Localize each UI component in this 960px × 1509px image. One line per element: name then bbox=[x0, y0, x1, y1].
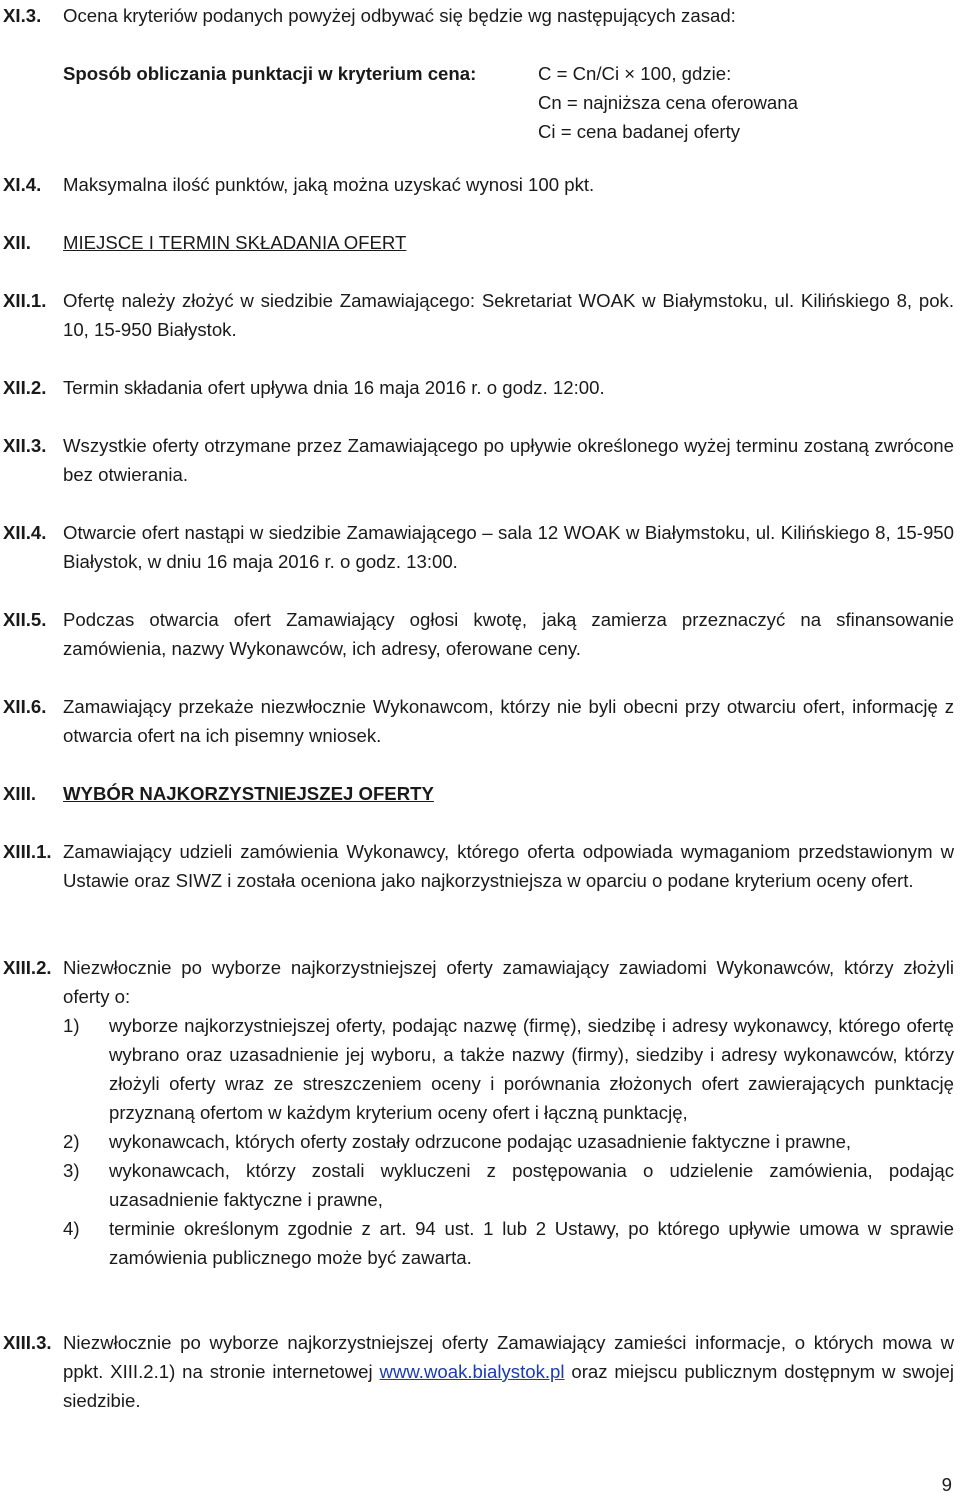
website-link[interactable]: www.woak.bialystok.pl bbox=[379, 1361, 565, 1382]
section-number: XII. bbox=[3, 232, 31, 253]
section-text: Otwarcie ofert nastąpi w siedzibie Zamawiającego – sala 12 WOAK w Białymstoku, ul. Kilińskiego 8, 15-950 Białystok, w dniu 16 maja 2016 r. o godz. 13:00. bbox=[63, 522, 954, 572]
section-xii bbox=[3, 228, 954, 257]
section-xii-6 bbox=[3, 692, 954, 750]
section-number: XIII.1. bbox=[3, 841, 52, 862]
section-text: Zamawiający przekaże niezwłocznie Wykonawcom, którzy nie byli obecni przy otwarciu ofert, informację z otwarcia ofert na ich pisemny wniosek. bbox=[63, 696, 954, 746]
section-text: Zamawiający udzieli zamówienia Wykonawcy, którego oferta odpowiada wymaganiom przedstawionym w Ustawie oraz SIWZ i została oceniona jako najkorzystniejsza w oparciu o podane kryterium oceny ofert. bbox=[63, 841, 954, 891]
notification-list bbox=[63, 1011, 954, 1272]
section-number: XII.6. bbox=[3, 696, 47, 717]
price-formula bbox=[3, 59, 954, 146]
section-number: XI.3. bbox=[3, 5, 42, 26]
formula-main: C = Cn/Ci × 100, gdzie: bbox=[538, 63, 732, 84]
list-item-number: 4) bbox=[63, 1218, 80, 1239]
section-number: XI.4. bbox=[3, 174, 42, 195]
section-text bbox=[63, 1328, 954, 1415]
section-number: XII.4. bbox=[3, 522, 47, 543]
formula-ci: Ci = cena badanej oferty bbox=[538, 121, 741, 142]
list-item-text: wyborze najkorzystniejszej oferty, podając nazwę (firmę), siedzibę i adresy wykonawcy, którego ofertę wybrano oraz uzasadnienie jej wyboru, a także nazwy (firmy), siedziby i adresy wykonawców, którzy złożyli oferty wraz ze streszczeniem oceny i porównania złożonych ofert zawierających punktację przyznaną ofertom w każdym kryterium oceny ofert i łączną punktację, bbox=[109, 1015, 954, 1123]
section-text: Ocena kryteriów podanych powyżej odbywać się będzie wg następujących zasad: bbox=[63, 5, 736, 26]
page-number: 9 bbox=[941, 1474, 952, 1495]
list-item-text: wykonawcach, którzy zostali wykluczeni z postępowania o udzielenie zamówienia, podając uzasadnienie faktyczne i prawne, bbox=[109, 1160, 954, 1210]
section-number: XIII.3. bbox=[3, 1332, 52, 1353]
section-xii-5 bbox=[3, 605, 954, 663]
list-item-number: 2) bbox=[63, 1131, 80, 1152]
section-text: Wszystkie oferty otrzymane przez Zamawiającego po upływie określonego wyżej terminu zostaną zwrócone bez otwierania. bbox=[63, 435, 954, 485]
list-item-text: wykonawcach, których oferty zostały odrzucone podając uzasadnienie faktyczne i prawne, bbox=[109, 1131, 852, 1152]
section-xiii-3 bbox=[3, 1328, 954, 1415]
section-xii-2 bbox=[3, 373, 954, 402]
section-xiii bbox=[3, 779, 954, 808]
section-number: XIII. bbox=[3, 783, 37, 804]
section-text: Podczas otwarcia ofert Zamawiający ogłosi kwotę, jaką zamierza przeznaczyć na sfinansowanie zamówienia, nazwy Wykonawców, ich adresy, oferowane ceny. bbox=[63, 609, 954, 659]
list-item bbox=[63, 1127, 954, 1156]
list-item bbox=[63, 1011, 954, 1127]
formula-label: Sposób obliczania punktacji w kryterium cena: bbox=[63, 63, 477, 84]
section-number: XII.5. bbox=[3, 609, 47, 630]
section-xi-3 bbox=[3, 1, 954, 30]
section-number: XII.3. bbox=[3, 435, 47, 456]
section-xii-4 bbox=[3, 518, 954, 576]
section-heading: WYBÓR NAJKORZYSTNIEJSZEJ OFERTY bbox=[63, 783, 434, 804]
section-number: XII.1. bbox=[3, 290, 47, 311]
section-text: Maksymalna ilość punktów, jaką można uzyskać wynosi 100 pkt. bbox=[63, 174, 595, 195]
section-xiii-2 bbox=[3, 953, 954, 1272]
section-text: Niezwłocznie po wyborze najkorzystniejszej oferty zamawiający zawiadomi Wykonawców, którzy złożyli oferty o: bbox=[63, 957, 954, 1007]
formula-cn: Cn = najniższa cena oferowana bbox=[538, 92, 798, 113]
section-xiii-1 bbox=[3, 837, 954, 895]
list-item bbox=[63, 1156, 954, 1214]
text-after-link: oraz miejscu publicznym dostępnym w swojej siedzibie. bbox=[63, 1361, 954, 1411]
section-text: Ofertę należy złożyć w siedzibie Zamawiającego: Sekretariat WOAK w Białymstoku, ul. Kilińskiego 8, pok. 10, 15-950 Białystok. bbox=[63, 290, 954, 340]
section-number: XIII.2. bbox=[3, 957, 52, 978]
list-item bbox=[63, 1214, 954, 1272]
list-item-number: 3) bbox=[63, 1160, 80, 1181]
list-item-number: 1) bbox=[63, 1015, 80, 1036]
section-xii-1 bbox=[3, 286, 954, 344]
text-before-link: Niezwłocznie po wyborze najkorzystniejszej oferty Zamawiający zamieści informacje, o których mowa w ppkt. XIII.2.1) na stronie internetowej bbox=[63, 1332, 954, 1382]
section-text: Termin składania ofert upływa dnia 16 maja 2016 r. o godz. 12:00. bbox=[63, 377, 605, 398]
section-xi-4 bbox=[3, 170, 954, 199]
section-xii-3 bbox=[3, 431, 954, 489]
section-heading: MIEJSCE I TERMIN SKŁADANIA OFERT bbox=[63, 232, 407, 253]
list-item-text: terminie określonym zgodnie z art. 94 ust. 1 lub 2 Ustawy, po którego upływie umowa w sprawie zamówienia publicznego może być zawarta. bbox=[109, 1218, 954, 1268]
section-number: XII.2. bbox=[3, 377, 47, 398]
